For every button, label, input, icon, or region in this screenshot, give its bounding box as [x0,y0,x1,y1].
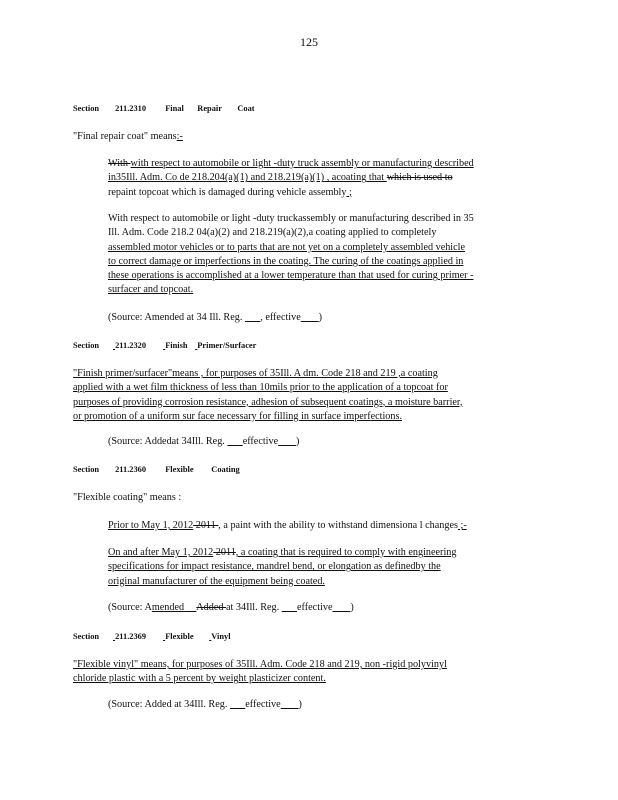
source-note [108,312,322,323]
text-line [108,546,456,560]
text-run: (Source: Amended at 34 Ill. Reg. [108,312,245,323]
text-run: in35Ill. Adm. Co de 218.204(a)(1) and 218.219(a)(1) [108,172,325,184]
text-run: - [463,520,467,531]
section-label: Section [73,632,100,641]
text-line [73,410,462,424]
text-line [108,560,456,574]
text-run: , a coating that is required to comply with engineering [235,547,457,558]
text-line [108,186,474,200]
section-heading [73,632,231,641]
definition-paragraph [73,367,462,424]
text-run: 2011 [193,520,219,531]
section-number: 211.2360 [115,465,147,474]
section-number: 211.2310 [115,104,147,113]
text-run: "Flexible vinyl" means, for purposes of 35Ill. Adm. Code 218 and 219, non -rigid polyvinyl [73,659,447,670]
source-note [108,436,299,447]
text-run: ; [457,520,464,531]
text-run: surfacer and topcoat. [108,284,194,296]
text-run: to correct damage or imperfections in the coating. The curing of the coatings applied in [108,255,464,267]
section-title-word: Flexible [165,632,194,641]
section-title-word: Coating [211,465,240,474]
section-title-word: Coat [237,104,255,113]
text-run: purposes of providing corrosion resistance, adhesion of subsequent coatings, a moisture barrier, [73,396,463,408]
definition-item [108,519,467,533]
text-run: ) [295,436,300,447]
text-run: (Source: Addedat 34Ill. Reg. [108,436,228,447]
text-run [332,602,350,613]
section-title-word: Repair [197,104,222,113]
source-note [108,699,302,710]
text-run: at 34Ill. Reg. [226,602,282,613]
text-run [282,602,297,613]
definition-item [108,546,456,589]
page-number: 125 [300,35,318,49]
section-label: Section [73,341,100,350]
section-title-word: Final [165,104,184,113]
text-run [227,436,242,447]
text-run: applied with a wet film thickness of less than 10mils prior to the application of a topcoat for [73,382,448,394]
section-label: Section [73,465,100,474]
source-note [108,602,354,613]
text-run [301,312,319,323]
text-run: chloride plastic with a 5 percent by weight plasticizer content. [73,673,326,685]
text-run: "Final repair coat" means [73,131,177,142]
text-run: ) [350,602,354,613]
text-run: effective [242,436,279,447]
text-run: ) [298,699,302,710]
text-run: with respect to automobile or light -duty truck assembly or manufacturing described [130,158,474,169]
section-number: 211.2369 [115,632,147,641]
section-number: 211.2320 [115,341,147,350]
text-run [281,699,299,710]
text-run: 2011 [213,547,236,558]
section-heading [73,341,281,350]
text-run [230,699,245,710]
text-run: that [366,172,387,184]
text-line [73,672,447,686]
text-run: ) [318,312,322,323]
text-run: specifications for impact resistance, mandrel bend, or elongation as definedby the [108,561,441,573]
text-run: With [108,158,131,169]
text-line [73,367,462,381]
definition-intro: "Flexible coating" means : [73,492,182,503]
text-run: , a paint with the ability to withstand dimensiona l changes [218,520,458,531]
text-run: Ill. Adm. Code 218.2 04(a)(2) and 218.219(a)(2),a coating applied to completely [108,227,437,239]
text-line [108,212,474,226]
text-run: : [176,131,180,142]
text-run: , acoating [324,172,367,184]
definition-intro [73,130,183,144]
text-run: assembled motor vehicles or to parts that are not yet on a completely assembled vehicle [108,241,466,253]
text-run: ; [346,186,352,198]
text-run: With respect to automobile or light -duty truckassembly or manufacturing described in 35 [108,213,474,224]
text-run: Added [196,602,226,613]
text-line [73,658,447,672]
text-line [108,226,474,240]
text-run: (Source: A [108,602,152,613]
text-run: which is used to [386,172,453,184]
text-line [108,283,474,297]
text-run: or promotion of a uniform sur face necessary for filling in surface imperfections. [73,410,402,422]
section-label: Section [73,104,100,113]
text-line [108,157,474,171]
text-run: , effective [260,312,301,323]
section-title-word: Finish [165,341,188,350]
section-heading [73,465,240,474]
text-line [73,396,462,410]
text-run [245,312,260,323]
section-heading [73,104,255,113]
definition-item [108,157,474,200]
text-line [108,575,456,589]
text-run: mended [151,602,185,613]
text-run [278,436,296,447]
text-run: these operations is accomplished at a lower temperature than that used for curing primer - [108,270,474,282]
text-run: Prior to May 1, 2012 [108,520,194,531]
section-title-word: Flexible [165,465,194,474]
text-line [108,519,467,533]
text-run: (Source: Added at 34Ill. Reg. [108,699,230,710]
text-line [73,381,462,395]
section-title-word: Vinyl [211,632,231,641]
text-run: original manufacturer of the equipment being coated. [108,575,325,587]
text-run: "Finish primer/surfacer"means , for purposes of 35Ill. A dm. Code 218 and 219 ,a coating [73,368,438,379]
text-run: effective [297,602,333,613]
text-run: repaint topcoat which is damaged during vehicle assembly [108,186,347,198]
text-run: - [179,131,183,142]
text-line [108,255,474,269]
definition-item [108,212,474,298]
text-run [184,602,196,613]
text-run: effective [245,699,281,710]
text-line [108,269,474,283]
section-title-word: Primer/Surfacer [197,341,257,350]
text-run: On and after May 1, 2012 [108,547,214,558]
text-line [108,241,474,255]
definition-paragraph [73,658,447,687]
text-line [108,171,474,185]
